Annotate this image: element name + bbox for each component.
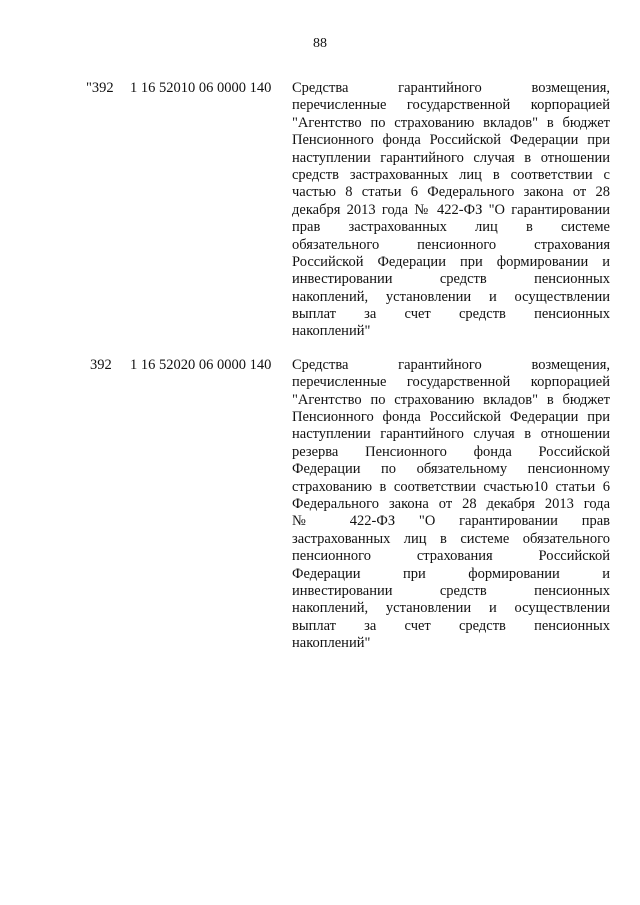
description-line: резерва Пенсионного фонда Российской [292,443,610,460]
description-line: № 422-ФЗ "О гарантировании прав [292,513,610,530]
table-row [86,357,610,653]
description-line: инвестировании средств пенсионных [292,271,610,288]
description-line: Федерального закона от 28 декабря 2013 года [292,495,610,512]
description-line: инвестировании средств пенсионных [292,582,610,599]
description-line: страхованию в соответствии счастью10 статьи 6 [292,478,610,495]
description-line: накоплений, установлении и осуществлении [292,600,610,617]
description-line: накоплений, установлении и осуществлении [292,288,610,305]
classification-code: 1 16 52010 06 0000 140 [130,80,272,96]
description-line: наступлении гарантийного случая в отношении [292,149,610,166]
description-line: Федерации при формировании и [292,565,610,582]
description-line: Средства гарантийного возмещения, [292,356,610,373]
description-line: накоплений" [292,323,371,340]
description-line: декабря 2013 года № 422-ФЗ "О гарантировании [292,201,610,218]
table-row [86,80,610,341]
description-line: частью 8 статьи 6 Федерального закона от 28 [292,184,610,201]
description-line: средств застрахованных лиц в соответствии с [292,166,610,183]
description-line: Пенсионного фонда Российской Федерации при [292,132,610,149]
description-line: перечисленные государственной корпорацией [292,374,610,391]
row-description [292,80,610,341]
description-line: "Агентство по страхованию вкладов" в бюджет [292,391,610,408]
description-line: выплат за счет средств пенсионных [292,306,610,323]
description-line: перечисленные государственной корпорацией [292,97,610,114]
description-line: выплат за счет средств пенсионных [292,617,610,634]
admin-code: 392 [90,356,112,373]
description-line: "Агентство по страхованию вкладов" в бюджет [292,114,610,131]
classification-table [86,80,610,669]
description-line: накоплений" [292,635,371,652]
description-line: обязательного пенсионного страхования [292,236,610,253]
admin-code: "392 [86,80,114,96]
row-description [292,357,610,653]
description-line: застрахованных лиц в системе обязательного [292,530,610,547]
description-line: Средства гарантийного возмещения, [292,80,610,96]
description-line: Российской Федерации при формировании и [292,253,610,270]
description-line: прав застрахованных лиц в системе [292,219,610,236]
description-line: наступлении гарантийного случая в отношении [292,426,610,443]
description-line: пенсионного страхования Российской [292,548,610,565]
description-line: Федерации по обязательному пенсионному [292,461,610,478]
classification-code: 1 16 52020 06 0000 140 [130,356,272,373]
description-line: Пенсионного фонда Российской Федерации при [292,409,610,426]
page-number: 88 [313,36,327,51]
